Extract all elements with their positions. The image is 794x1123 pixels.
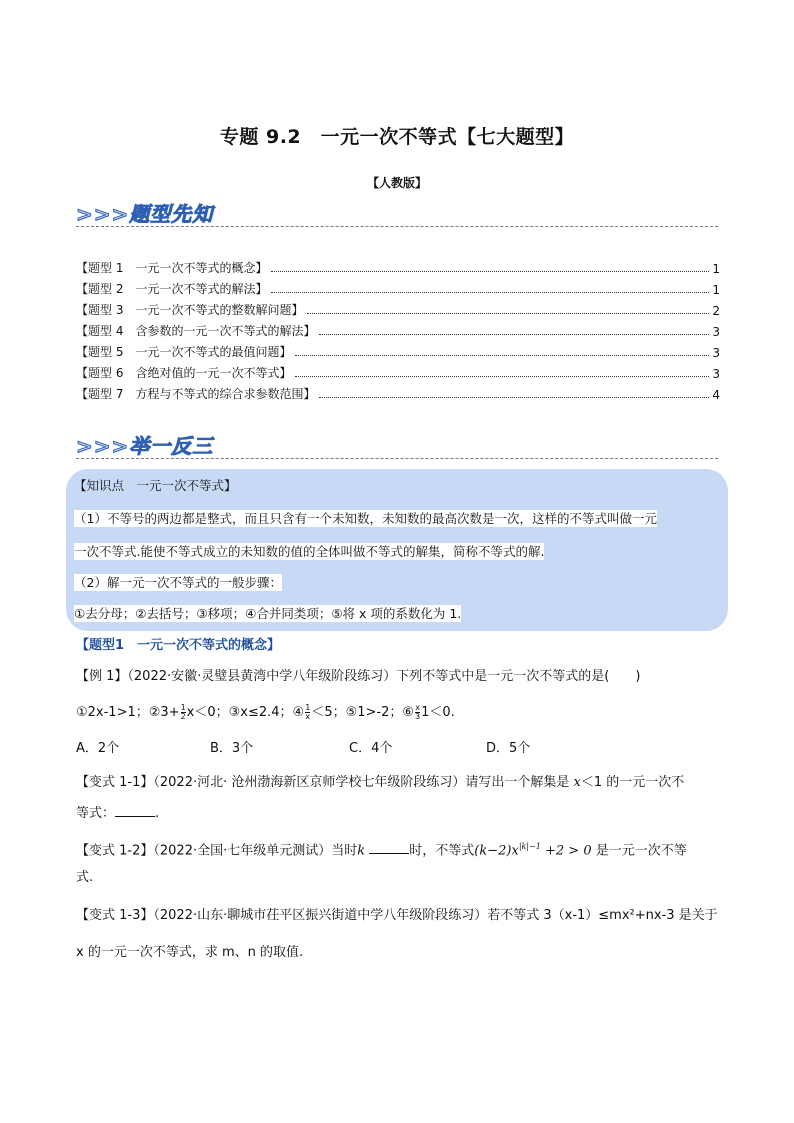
toc-item[interactable]: [76, 321, 720, 339]
choice-d[interactable]: D．5个: [486, 741, 531, 756]
edition-label: 【人教版】: [366, 176, 427, 190]
toc-item-label: 【题型 2 一元一次不等式的解法】: [76, 282, 268, 296]
variant1-1-line1: [76, 774, 726, 792]
variant1-2-text-c: 是一元一次不等: [595, 843, 687, 859]
variant1-1-source: （2022·河北· 沧州渤海新区京师学校七年级阶段练习）: [153, 775, 466, 790]
variant1-2-math-tail: +2 > 0: [540, 843, 592, 859]
variant1-2-source: （2022·全国·七年级单元测试）: [153, 843, 332, 859]
fraction-denominator: 3: [415, 712, 421, 721]
knowledge-point1-line2-text: 一次不等式.能使不等式成立的未知数的值的全体叫做不等式的解集，简称不等式的解.: [74, 544, 545, 559]
variant1-3-source: （2022·山东·聊城市茌平区振兴街道中学八年级阶段练习）: [153, 908, 488, 923]
toc-item[interactable]: [76, 300, 720, 318]
example1-choices: [76, 740, 726, 758]
variant1-2-text-a: 当时: [331, 843, 358, 859]
variant1-3-line1: [76, 907, 726, 925]
toc-leader: [319, 397, 709, 398]
fraction: [181, 704, 186, 721]
knowledge-heading: 【知识点 一元一次不等式】: [74, 478, 237, 493]
fraction: [305, 704, 310, 721]
toc-banner: >>>题型先知: [76, 202, 214, 226]
toc-item[interactable]: [76, 384, 720, 402]
variant1-1-text-b: ＜1 的一元一次不: [580, 775, 685, 790]
variant1-2-math-sup: |k|−1: [518, 842, 541, 851]
example1-tag: 【例 1】: [76, 669, 128, 684]
choice-b[interactable]: B．3个: [210, 741, 254, 756]
examples-divider: [76, 458, 718, 459]
variant1-1-text-d: .: [155, 806, 160, 821]
toc-item-page: 2: [712, 304, 720, 318]
choice-c[interactable]: C．4个: [349, 741, 393, 756]
variant1-3-line2: x 的一元一次不等式，求 m、n 的取值.: [76, 945, 304, 960]
knowledge-point2-text: （2）解一元一次不等式的一般步骤：: [74, 575, 282, 590]
variant1-1-math-x: x: [573, 775, 581, 790]
fraction-denominator: x: [305, 712, 311, 721]
toc-item-label: 【题型 7 方程与不等式的综合求参数范围】: [76, 387, 316, 401]
toc-item[interactable]: [76, 258, 720, 276]
toc-item-label: 【题型 3 一元一次不等式的整数解问题】: [76, 303, 304, 317]
knowledge-point1-line1: [74, 509, 724, 527]
toc-item-page: 3: [712, 367, 720, 381]
knowledge-point1-line1-text: （1）不等号的两边都是整式，而且只含有一个未知数，未知数的最高次数是一次，这样的不等式叫做一元: [74, 511, 657, 526]
toc-item-page: 1: [712, 262, 720, 276]
toc-item-label: 【题型 5 一元一次不等式的最值问题】: [76, 345, 292, 359]
fraction-numerator: x: [415, 703, 420, 712]
variant1-2-line2: 式.: [76, 870, 94, 885]
toc-leader: [271, 292, 709, 293]
variant1-1-text-c: 等式：: [76, 806, 116, 821]
variant1-2-math-expr: (k−2)x: [474, 843, 519, 859]
toc-divider: [76, 226, 718, 227]
section-heading: 【题型1 一元一次不等式的概念】: [76, 638, 281, 653]
choice-a[interactable]: A．2个: [76, 741, 120, 756]
fraction-numerator: 1: [305, 703, 311, 712]
variant1-3-tag: 【变式 1-3】: [76, 908, 154, 923]
example1-items: [76, 704, 726, 722]
toc-item[interactable]: [76, 342, 720, 360]
fraction-denominator: 2: [180, 712, 186, 721]
knowledge-point2: [74, 573, 282, 591]
variant1-1-tag: 【变式 1-1】: [76, 775, 154, 790]
knowledge-point1-line2: [74, 542, 544, 560]
variant1-2-text-b: 时，不等式: [409, 843, 475, 859]
toc-item[interactable]: [76, 279, 720, 297]
item-4-suffix: ＜5；⑤1>-2；⑥: [311, 705, 415, 720]
example1-stem: [76, 668, 726, 686]
item-2-prefix: 3+: [160, 705, 180, 720]
toc-leader: [295, 355, 709, 356]
fraction: [415, 704, 420, 721]
example1-source: （2022·安徽·灵璧县黄湾中学八年级阶段练习）: [127, 669, 397, 684]
toc-item-label: 【题型 1 一元一次不等式的概念】: [76, 261, 268, 275]
item-2-suffix: x＜0；③x≤2.4；④: [186, 705, 305, 720]
item-1: ①2x-1>1；②: [76, 705, 161, 720]
page-title: 专题 9.2 一元一次不等式【七大题型】: [219, 126, 575, 148]
toc-item[interactable]: [76, 363, 720, 381]
fraction-numerator: 1: [180, 703, 186, 712]
variant1-2-tag: 【变式 1-2】: [76, 843, 154, 859]
toc-leader: [295, 376, 709, 377]
knowledge-steps: [74, 604, 461, 622]
toc-item-page: 4: [712, 388, 720, 402]
toc-item-label: 【题型 6 含绝对值的一元一次不等式】: [76, 366, 292, 380]
example1-question: 下列不等式中是一元一次不等式的是( ): [396, 669, 641, 684]
toc-item-page: 3: [712, 325, 720, 339]
toc-leader: [307, 313, 709, 314]
toc-leader: [319, 334, 709, 335]
toc-item-label: 【题型 4 含参数的一元一次不等式的解法】: [76, 324, 316, 338]
answer-blank[interactable]: [115, 804, 155, 817]
knowledge-steps-text: ①去分母；②去括号；③移项；④合并同类项；⑤将 x 项的系数化为 1.: [74, 606, 462, 621]
variant1-2-math-k: k: [357, 843, 366, 859]
answer-blank[interactable]: [369, 841, 409, 854]
variant1-1-text: 请写出一个解集是: [465, 775, 570, 790]
variant1-3-text-a: 若不等式 3（x-1）≤mx²+nx-3 是关于: [487, 908, 718, 923]
toc-leader: [271, 271, 709, 272]
item-6-suffix: 1＜0.: [421, 705, 455, 720]
variant1-2-line1: [76, 838, 726, 860]
toc-item-page: 3: [712, 346, 720, 360]
examples-banner: >>>举一反三: [76, 434, 214, 458]
variant1-1-line2: [76, 804, 159, 823]
toc-item-page: 1: [712, 283, 720, 297]
